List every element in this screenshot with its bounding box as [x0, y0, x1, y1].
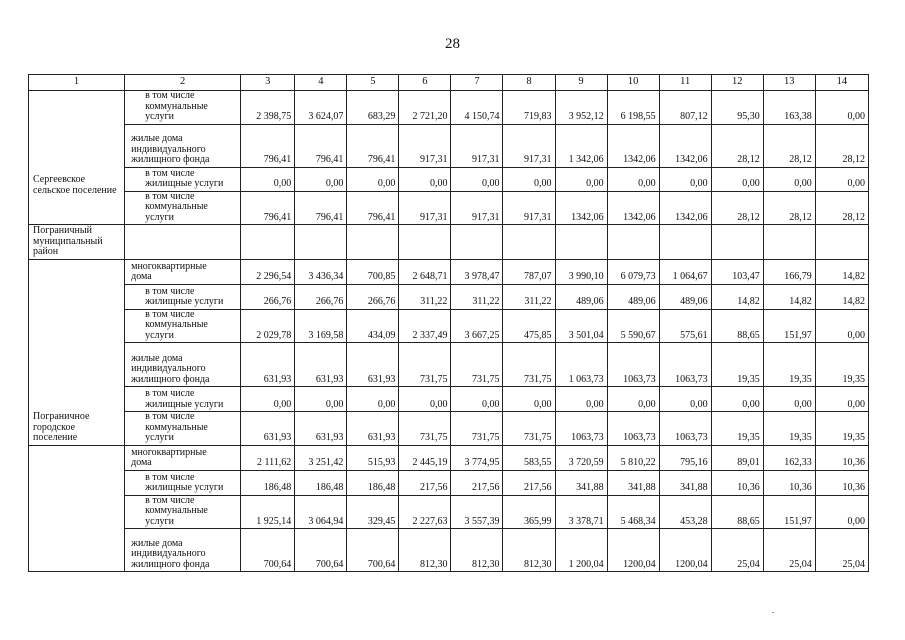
table-row [29, 191, 869, 225]
value-cell: 365,99 [503, 495, 555, 529]
header-cell: 5 [347, 75, 399, 91]
value-cell: 0,00 [399, 387, 451, 412]
value-cell: 1342,06 [659, 124, 711, 167]
value-cell: 28,12 [763, 124, 815, 167]
value-cell: 19,35 [711, 412, 763, 446]
value-cell: 151,97 [763, 309, 815, 343]
value-cell: 700,64 [347, 529, 399, 572]
value-cell: 217,56 [399, 470, 451, 495]
value-cell: 166,79 [763, 259, 815, 284]
value-cell [659, 225, 711, 260]
value-cell: 0,00 [763, 167, 815, 191]
value-cell: 28,12 [711, 124, 763, 167]
table-row [29, 445, 869, 470]
value-cell: 1200,04 [607, 529, 659, 572]
value-cell: 796,41 [295, 124, 347, 167]
value-cell: 3 978,47 [451, 259, 503, 284]
value-cell: 0,00 [815, 309, 868, 343]
value-cell: 0,00 [815, 495, 868, 529]
value-cell: 19,35 [711, 343, 763, 387]
value-cell: 917,31 [399, 124, 451, 167]
row-label: многоквартирные дома [125, 445, 241, 470]
value-cell: 0,00 [241, 167, 295, 191]
value-cell: 266,76 [241, 284, 295, 309]
value-cell: 796,41 [241, 191, 295, 225]
value-cell: 95,30 [711, 91, 763, 125]
value-cell: 0,00 [399, 167, 451, 191]
value-cell: 719,83 [503, 91, 555, 125]
value-cell: 3 501,04 [555, 309, 607, 343]
value-cell: 631,93 [241, 343, 295, 387]
header-cell: 13 [763, 75, 815, 91]
value-cell: 453,28 [659, 495, 711, 529]
value-cell: 19,35 [815, 412, 868, 446]
value-cell: 3 251,42 [295, 445, 347, 470]
value-cell: 1 063,73 [555, 343, 607, 387]
row-label [125, 225, 241, 260]
value-cell: 515,93 [347, 445, 399, 470]
table-row [29, 412, 869, 446]
value-cell: 88,65 [711, 309, 763, 343]
value-cell: 1342,06 [607, 191, 659, 225]
value-cell: 329,45 [347, 495, 399, 529]
page-number: 28 [445, 36, 460, 52]
value-cell: 311,22 [503, 284, 555, 309]
row-label: в том числе жилищные услуги [125, 284, 241, 309]
value-cell: 14,82 [763, 284, 815, 309]
value-cell: 3 990,10 [555, 259, 607, 284]
value-cell: 25,04 [763, 529, 815, 572]
header-cell: 10 [607, 75, 659, 91]
value-cell: 0,00 [347, 167, 399, 191]
value-cell: 700,64 [295, 529, 347, 572]
value-cell: 186,48 [347, 470, 399, 495]
value-cell: 475,85 [503, 309, 555, 343]
value-cell [295, 225, 347, 260]
value-cell: 1 342,06 [555, 124, 607, 167]
row-label: в том числе коммунальные услуги [125, 412, 241, 446]
value-cell: 2 296,54 [241, 259, 295, 284]
value-cell: 796,41 [295, 191, 347, 225]
header-cell: 3 [241, 75, 295, 91]
value-cell: 3 169,58 [295, 309, 347, 343]
value-cell: 88,65 [711, 495, 763, 529]
value-cell: 0,00 [555, 387, 607, 412]
value-cell [711, 225, 763, 260]
value-cell: 731,75 [451, 343, 503, 387]
value-cell: 631,93 [347, 343, 399, 387]
value-cell: 812,30 [451, 529, 503, 572]
value-cell: 0,00 [815, 387, 868, 412]
row-label: жилые дома индивидуального жилищного фонда [125, 529, 241, 572]
value-cell: 1 925,14 [241, 495, 295, 529]
value-cell [503, 225, 555, 260]
value-cell: 434,09 [347, 309, 399, 343]
value-cell: 0,00 [295, 387, 347, 412]
table-row [29, 470, 869, 495]
value-cell: 0,00 [659, 387, 711, 412]
value-cell: 28,12 [763, 191, 815, 225]
value-cell: 1342,06 [555, 191, 607, 225]
value-cell: 311,22 [451, 284, 503, 309]
value-cell: 6 079,73 [607, 259, 659, 284]
value-cell: 583,55 [503, 445, 555, 470]
value-cell: 0,00 [295, 167, 347, 191]
value-cell: 2 398,75 [241, 91, 295, 125]
value-cell: 0,00 [347, 387, 399, 412]
value-cell: 807,12 [659, 91, 711, 125]
value-cell: 1 200,04 [555, 529, 607, 572]
header-cell: 4 [295, 75, 347, 91]
value-cell: 1 064,67 [659, 259, 711, 284]
table-row [29, 91, 869, 125]
value-cell: 266,76 [295, 284, 347, 309]
value-cell: 3 378,71 [555, 495, 607, 529]
value-cell: 10,36 [711, 470, 763, 495]
value-cell: 1063,73 [659, 412, 711, 446]
value-cell: 1200,04 [659, 529, 711, 572]
value-cell: 2 721,20 [399, 91, 451, 125]
value-cell: 217,56 [503, 470, 555, 495]
value-cell: 0,00 [451, 387, 503, 412]
value-cell [399, 225, 451, 260]
value-cell: 19,35 [815, 343, 868, 387]
value-cell: 1342,06 [659, 191, 711, 225]
value-cell: 162,33 [763, 445, 815, 470]
region-name: Пограничный муниципальный район [29, 225, 125, 260]
value-cell: 3 557,39 [451, 495, 503, 529]
region-name: Пограничное городское поселение [29, 259, 125, 445]
value-cell: 5 590,67 [607, 309, 659, 343]
value-cell: 1063,73 [659, 343, 711, 387]
value-cell: 5 468,34 [607, 495, 659, 529]
header-cell: 9 [555, 75, 607, 91]
value-cell [555, 225, 607, 260]
value-cell: 3 667,25 [451, 309, 503, 343]
value-cell: 787,07 [503, 259, 555, 284]
header-cell: 14 [815, 75, 868, 91]
value-cell: 489,06 [555, 284, 607, 309]
value-cell [347, 225, 399, 260]
value-cell: 0,00 [503, 387, 555, 412]
value-cell: 186,48 [241, 470, 295, 495]
value-cell: 311,22 [399, 284, 451, 309]
value-cell: 2 445,19 [399, 445, 451, 470]
value-cell: 631,93 [347, 412, 399, 446]
row-label: в том числе коммунальные услуги [125, 309, 241, 343]
value-cell: 2 029,78 [241, 309, 295, 343]
value-cell: 0,00 [711, 387, 763, 412]
value-cell: 1342,06 [607, 124, 659, 167]
value-cell: 795,16 [659, 445, 711, 470]
value-cell [241, 225, 295, 260]
value-cell: 341,88 [659, 470, 711, 495]
value-cell: 0,00 [451, 167, 503, 191]
value-cell: 489,06 [659, 284, 711, 309]
value-cell: 25,04 [711, 529, 763, 572]
value-cell: 731,75 [399, 412, 451, 446]
value-cell: 731,75 [503, 343, 555, 387]
value-cell: 151,97 [763, 495, 815, 529]
value-cell: 3 952,12 [555, 91, 607, 125]
region-name [29, 445, 125, 572]
value-cell: 917,31 [399, 191, 451, 225]
table-row [29, 124, 869, 167]
value-cell: 700,85 [347, 259, 399, 284]
value-cell: 2 111,62 [241, 445, 295, 470]
value-cell: 3 436,34 [295, 259, 347, 284]
value-cell: 796,41 [347, 124, 399, 167]
value-cell: 917,31 [503, 124, 555, 167]
value-cell: 14,82 [815, 259, 868, 284]
value-cell [607, 225, 659, 260]
row-label: в том числе жилищные услуги [125, 167, 241, 191]
value-cell: 2 337,49 [399, 309, 451, 343]
value-cell [763, 225, 815, 260]
value-cell: 0,00 [555, 167, 607, 191]
row-label: в том числе коммунальные услуги [125, 91, 241, 125]
value-cell: 3 064,94 [295, 495, 347, 529]
value-cell: 3 624,07 [295, 91, 347, 125]
value-cell: 631,93 [295, 412, 347, 446]
value-cell: 10,36 [815, 445, 868, 470]
row-label: жилые дома индивидуального жилищного фонда [125, 124, 241, 167]
value-cell: 796,41 [347, 191, 399, 225]
row-label: в том числе жилищные услуги [125, 387, 241, 412]
table-row [29, 167, 869, 191]
value-cell: 186,48 [295, 470, 347, 495]
value-cell: 0,00 [607, 167, 659, 191]
value-cell: 917,31 [503, 191, 555, 225]
value-cell: 631,93 [295, 343, 347, 387]
value-cell: 3 774,95 [451, 445, 503, 470]
table-row [29, 529, 869, 572]
value-cell [815, 225, 868, 260]
row-label: в том числе коммунальные услуги [125, 495, 241, 529]
value-cell: 683,29 [347, 91, 399, 125]
value-cell: 19,35 [763, 343, 815, 387]
tariff-table [28, 74, 869, 572]
header-cell: 8 [503, 75, 555, 91]
value-cell: 19,35 [763, 412, 815, 446]
value-cell: 25,04 [815, 529, 868, 572]
table-row [29, 225, 869, 260]
header-cell: 11 [659, 75, 711, 91]
value-cell: 1063,73 [607, 412, 659, 446]
value-cell: 731,75 [503, 412, 555, 446]
value-cell: 341,88 [555, 470, 607, 495]
table-row [29, 284, 869, 309]
row-label: в том числе коммунальные услуги [125, 191, 241, 225]
value-cell: 14,82 [711, 284, 763, 309]
value-cell: 4 150,74 [451, 91, 503, 125]
value-cell: 1063,73 [555, 412, 607, 446]
value-cell: 163,38 [763, 91, 815, 125]
table-row [29, 309, 869, 343]
value-cell: 0,00 [659, 167, 711, 191]
value-cell [451, 225, 503, 260]
value-cell: 731,75 [451, 412, 503, 446]
value-cell: 0,00 [241, 387, 295, 412]
value-cell: 2 648,71 [399, 259, 451, 284]
row-label: в том числе жилищные услуги [125, 470, 241, 495]
value-cell: 266,76 [347, 284, 399, 309]
row-label: жилые дома индивидуального жилищного фонда [125, 343, 241, 387]
header-row [29, 75, 869, 91]
value-cell: 700,64 [241, 529, 295, 572]
value-cell: 2 227,63 [399, 495, 451, 529]
value-cell: 631,93 [241, 412, 295, 446]
header-cell: 7 [451, 75, 503, 91]
header-cell: 1 [29, 75, 125, 91]
header-cell: 6 [399, 75, 451, 91]
value-cell: 731,75 [399, 343, 451, 387]
value-cell: 0,00 [503, 167, 555, 191]
value-cell: 917,31 [451, 124, 503, 167]
value-cell: 812,30 [399, 529, 451, 572]
value-cell: 1063,73 [607, 343, 659, 387]
table-row [29, 387, 869, 412]
value-cell: 14,82 [815, 284, 868, 309]
table-row [29, 343, 869, 387]
value-cell: 217,56 [451, 470, 503, 495]
value-cell: 10,36 [763, 470, 815, 495]
value-cell: 0,00 [763, 387, 815, 412]
header-cell: 12 [711, 75, 763, 91]
table-row [29, 495, 869, 529]
value-cell: 3 720,59 [555, 445, 607, 470]
value-cell: 0,00 [815, 91, 868, 125]
value-cell: 341,88 [607, 470, 659, 495]
value-cell: 28,12 [815, 191, 868, 225]
value-cell: 575,61 [659, 309, 711, 343]
region-name: Сергеевское сельское поселение [29, 91, 125, 225]
value-cell: 89,01 [711, 445, 763, 470]
value-cell: 796,41 [241, 124, 295, 167]
value-cell: 812,30 [503, 529, 555, 572]
value-cell: 10,36 [815, 470, 868, 495]
value-cell: 28,12 [815, 124, 868, 167]
value-cell: 103,47 [711, 259, 763, 284]
value-cell: 0,00 [815, 167, 868, 191]
value-cell: 0,00 [711, 167, 763, 191]
scan-speck [772, 612, 774, 613]
header-cell: 2 [125, 75, 241, 91]
value-cell: 0,00 [607, 387, 659, 412]
row-label: многоквартирные дома [125, 259, 241, 284]
value-cell: 5 810,22 [607, 445, 659, 470]
value-cell: 28,12 [711, 191, 763, 225]
table-row [29, 259, 869, 284]
value-cell: 917,31 [451, 191, 503, 225]
value-cell: 6 198,55 [607, 91, 659, 125]
value-cell: 489,06 [607, 284, 659, 309]
